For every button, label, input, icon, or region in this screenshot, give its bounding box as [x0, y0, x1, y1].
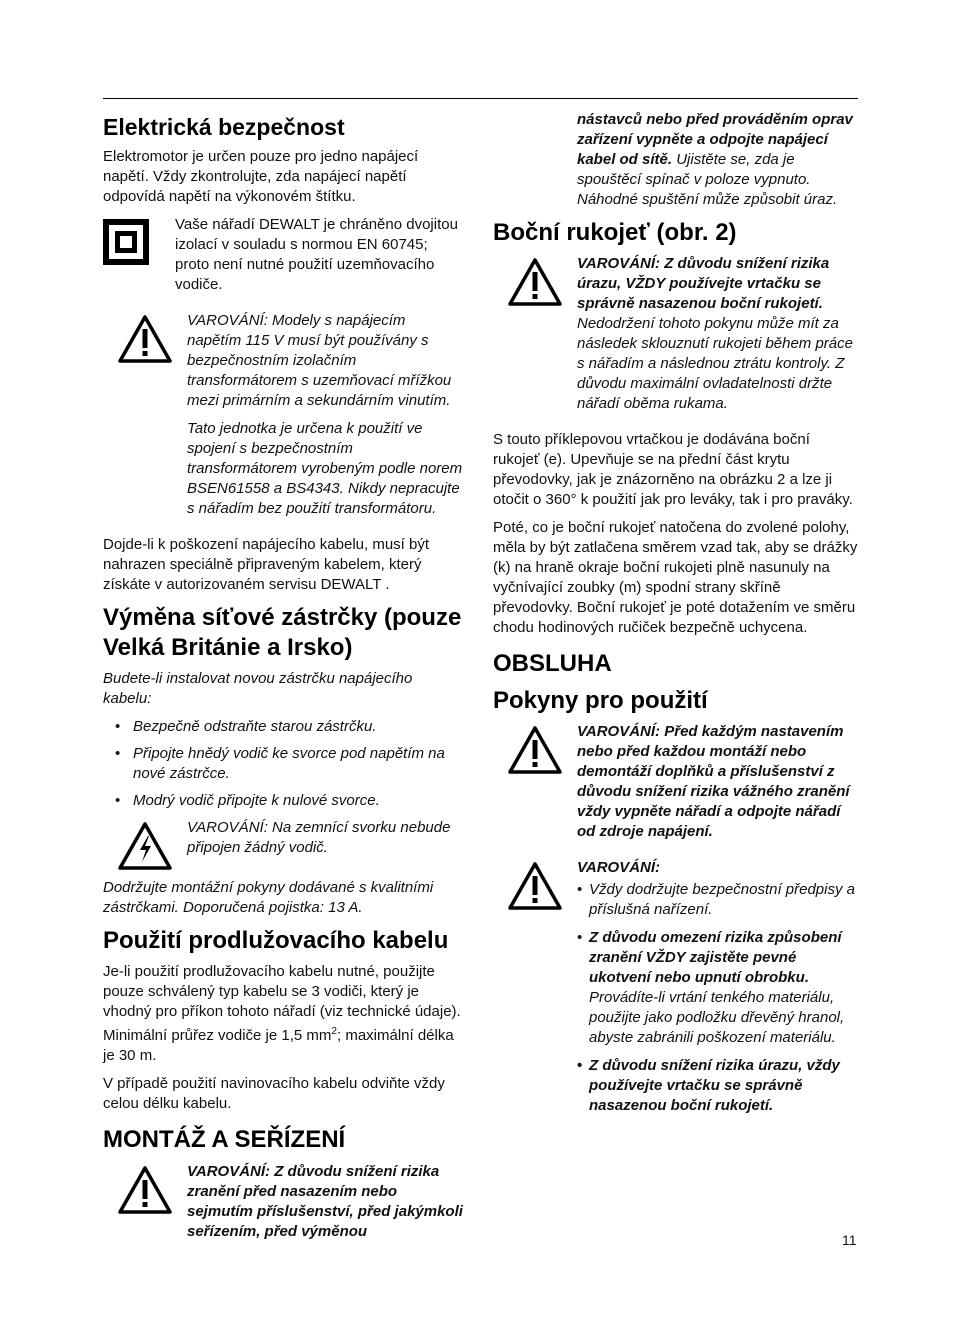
warning-115v-block — [103, 311, 463, 527]
list-item: • Z důvodu omezení rizika způsobení zranění VŽDY zajistěte pevné ukotvení nebo upnutí obrobku. Provádíte-li vrtání tenkého materiálu, použijte jako podložku dřevěný hranol, abyste zabránili poškození materiálu. — [577, 928, 858, 1048]
warning-assembly-block — [103, 1162, 463, 1250]
warning-general-label: VAROVÁNÍ: — [577, 859, 661, 876]
warning-triangle-icon — [118, 315, 172, 363]
warning-ground-text: VAROVÁNÍ: Na zemnící svorku nebude připojen žádný vodič. — [187, 819, 451, 856]
warning-triangle-icon — [508, 726, 562, 774]
double-insulation-block — [103, 215, 463, 303]
warning-assembly-text: VAROVÁNÍ: Z důvodu snížení rizika zranění před nasazením nebo sejmutím příslušenství, před jakýmkoli seřízením, před výměnou — [187, 1163, 463, 1240]
list-item: • Modrý vodič připojte k nulové svorce. — [103, 791, 463, 811]
warning-ground-block — [103, 818, 463, 870]
plug-steps-list — [103, 717, 463, 811]
warning-115v-text: VAROVÁNÍ: Modely s napájecím napětím 115 V musí být používány s bezpečnostním izolačním transformátorem s uzemňovací mřížkou mezi primárním a sekundárním vinutím. — [187, 312, 452, 409]
warning-continuation: nástavců nebo před prováděním oprav zařízení vypněte a odpojte napájecí kabel od sítě. Ujistěte se, zda je spouštěcí spínač v poloze vypnuto. Náhodné spuštění může způsobit úraz. — [577, 111, 853, 208]
extension-text-1: Je-li použití prodlužovacího kabelu nutné, použijte pouze schválený typ kabelu se 3 vodiči, který je vhodný pro příkon tohoto nářadí (viz technické údaje). Minimální průřez vodiče je 1,5 $mm^2$; maximální délka je 30 m. — [103, 963, 461, 1064]
side-handle-text-1: S touto příklepovou vrtačkou je dodávána boční rukojeť (e). Upevňuje se na přední část krytu převodovky, jak je znázorněno na obrázku 2 a lze ji otočit o 360° k použití jak pro leváky, tak i pro praváky. — [493, 431, 853, 508]
electrical-intro: Elektromotor je určen pouze pro jedno napájecí napětí. Vždy zkontrolujte, zda napájecí napětí odpovídá napětí na výkonovém štítku. — [103, 148, 419, 205]
section-title-plug-replacement: Výměna síťové zástrčky (pouze Velká Británie a Irsko) — [103, 604, 462, 661]
warning-usage-text: VAROVÁNÍ: Před každým nastavením nebo před každou montáží nebo demontáží doplňků a příslušenství z důvodu snížení rizika vážného zranění vždy vypněte nářadí a odpojte nářadí od zdroje napájení. — [577, 723, 850, 840]
page-number: 11 — [842, 1232, 857, 1248]
section-title-extension-cable: Použití prodlužovacího kabelu — [103, 927, 449, 954]
left-column — [103, 110, 463, 1258]
list-item: • Z důvodu snížení rizika úrazu, vždy používejte vrtačku se správně nasazenou boční rukojetí. — [577, 1056, 858, 1116]
section-title-side-handle: Boční rukojeť (obr. 2) — [493, 219, 737, 246]
warning-side-handle-text: VAROVÁNÍ: Z důvodu snížení rizika úrazu, VŽDY používejte vrtačku se správně nasazenou boční rukojetí. Nedodržení tohoto pokynu může mít za následek sklouznutí rukojeti během práce s nářadím a následnou ztrátu kontroly. Z důvodu maximální ovladatelnosti držte nářadí oběma rukama. — [577, 255, 853, 412]
warning-side-handle-block — [493, 254, 858, 422]
plug-follow-text: Dodržujte montážní pokyny dodávané s kvalitními zástrčkami. Doporučená pojistka: 13 A. — [103, 879, 434, 916]
section-title-operation: OBSLUHA — [493, 650, 612, 677]
transformer-note: Tato jednotka je určena k použití ve spojení s bezpečnostním transformátorem vyrobeným podle norem BSEN61558 a BS4343. Nikdy nepracujte s nářadím bez použití transformátoru. — [187, 420, 463, 517]
section-title-assembly: MONTÁŽ A SEŘÍZENÍ — [103, 1126, 346, 1153]
plug-intro: Budete-li instalovat novou zástrčku napájecího kabelu: — [103, 670, 413, 707]
warning-triangle-icon — [508, 862, 562, 910]
warning-general-block — [493, 858, 858, 1124]
double-insulation-icon — [103, 219, 149, 265]
extension-text-2: V případě použití navinovacího kabelu odviňte vždy celou délku kabelu. — [103, 1075, 445, 1112]
warning-triangle-icon — [508, 258, 562, 306]
electric-shock-warning-icon — [118, 822, 172, 870]
section-title-usage: Pokyny pro použití — [493, 687, 708, 714]
warning-usage-block — [493, 722, 858, 850]
warning-general-list — [577, 880, 858, 1116]
top-rule — [103, 98, 858, 99]
list-item: • Bezpečně odstraňte starou zástrčku. — [103, 717, 463, 737]
list-item: • Připojte hnědý vodič ke svorce pod napětím na nové zástrčce. — [103, 744, 463, 784]
double-insulation-text: Vaše nářadí DEWALT je chráněno dvojitou izolací v souladu s normou EN 60745; proto není nutné použití uzemňovacího vodiče. — [175, 216, 458, 293]
right-column — [493, 110, 858, 1132]
section-title-electrical-safety: Elektrická bezpečnost — [103, 114, 345, 140]
list-item: • Vždy dodržujte bezpečnostní předpisy a příslušná nařízení. — [577, 880, 858, 920]
warning-triangle-icon — [118, 1166, 172, 1214]
cable-damage-text: Dojde-li k poškození napájecího kabelu, musí být nahrazen speciálně připraveným kabelem, který získáte v autorizovaném servisu DEWALT . — [103, 536, 430, 593]
side-handle-text-2: Poté, co je boční rukojeť natočena do zvolené polohy, měla by být zatlačena směrem vzad tak, aby se drážky (k) na hraně okraje boční rukojeti plně nasunuly na vyčnívající zoubky (m) spodní strany skříně převodovky. Boční rukojeť je poté dotažením ve směru chodu hodinových ručiček bezpečně uchycena. — [493, 519, 858, 636]
